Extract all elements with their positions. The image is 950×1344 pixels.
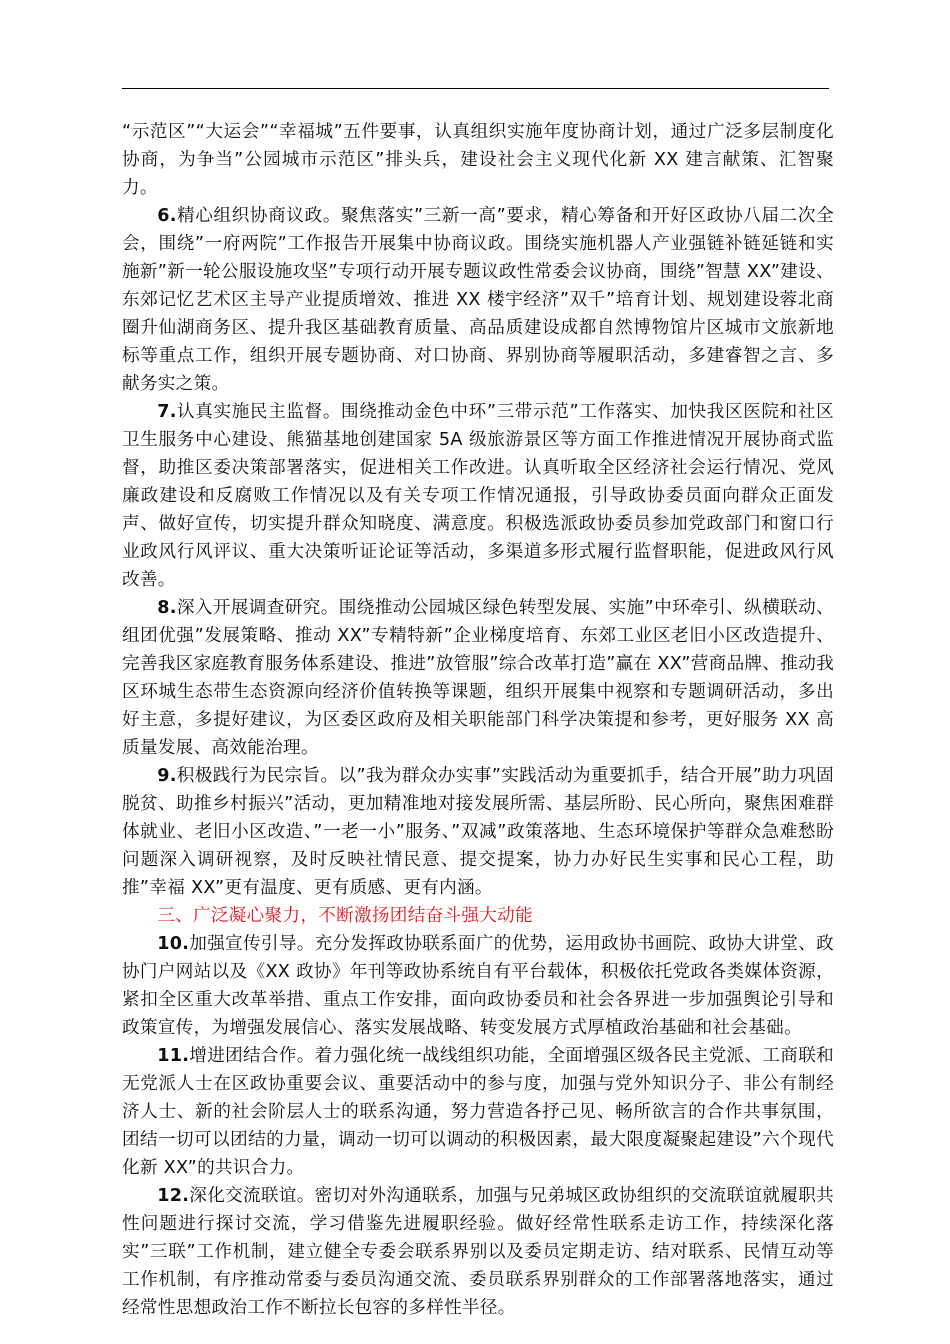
paragraph-continuation: “示范区”“大运会”“幸福城”五件要事，认真组织实施年度协商计划，通过广泛多层制度化协商，为争当”公园城市示范区”排头兵，建设社会主义现代化新 XX 建言献策、汇智聚力。: [122, 122, 834, 198]
item-number: 6.: [157, 206, 177, 226]
paragraph-item-9: [122, 762, 834, 902]
section-heading-3: 三、广泛凝心聚力，不断激扬团结奋斗强大动能: [157, 906, 533, 926]
paragraph-item-11: [122, 1042, 834, 1182]
document-body: [122, 118, 834, 1322]
paragraph-item-10: [122, 930, 834, 1042]
item-text: 精心组织协商议政。聚焦落实”三新一高”要求，精心筹备和开好区政协八届二次全会，围绕”一府两院”工作报告开展集中协商议政。围绕实施机器人产业强链补链延链和实施新”新一轮公服设施攻坚”专项行动开展专题议政性常委会议协商，围绕”智慧 XX”建设、东郊记忆艺术区主导产业提质增效、推进 XX 楼宇经济”双千”培育计划、规划建设蓉北商圈升仙湖商务区、提升我区基础教育质量、高品质建设成都自然博物馆片区城市文旅新地标等重点工作，组织开展专题协商、对口协商、界别协商等履职活动，多建睿智之言、多献务实之策。: [122, 206, 834, 394]
paragraph-item-8: [122, 594, 834, 762]
item-text: 深化交流联谊。密切对外沟通联系，加强与兄弟城区政协组织的交流联谊就履职共性问题进行探讨交流，学习借鉴先进履职经验。做好经常性联系走访工作，持续深化落实”三联”工作机制，建立健全专委会联系界别以及委员定期走访、结对联系、民情互动等工作机制，有序推动常委与委员沟通交流、委员联系界别群众的工作部署落地落实，通过经常性思想政治工作不断拉长包容的多样性半径。: [122, 1186, 834, 1318]
paragraph-item-7: [122, 398, 834, 594]
paragraph-item-12: [122, 1182, 834, 1322]
item-number: 11.: [157, 1046, 190, 1066]
item-text: 深入开展调查研究。围绕推动公园城区绿色转型发展、实施”中环牵引、纵横联动、组团优强”发展策略、推动 XX”专精特新”企业梯度培育、东郊工业区老旧小区改造提升、完善我区家庭教育服务体系建设、推进”放管服”综合改革打造”赢在 XX”营商品牌、推动我区环城生态带生态资源向经济价值转换等课题，组织开展集中视察和专题调研活动，多出好主意，多提好建议，为区委区政府及相关职能部门科学决策提和参考，更好服务 XX 高质量发展、高效能治理。: [122, 598, 834, 758]
item-number: 12.: [157, 1186, 190, 1206]
item-number: 7.: [157, 402, 177, 422]
item-text: 认真实施民主监督。围绕推动金色中环”三带示范”工作落实、加快我区医院和社区卫生服务中心建设、熊猫基地创建国家 5A 级旅游景区等方面工作推进情况开展协商式监督，助推区委决策部署落实，促进相关工作改进。认真听取全区经济社会运行情况、党风廉政建设和反腐败工作情况以及有关专项工作情况通报，引导政协委员面向群众正面发声、做好宣传，切实提升群众知晓度、满意度。积极选派政协委员参加党政部门和窗口行业政风行风评议、重大决策听证论证等活动，多渠道多形式履行监督职能，促进政风行风改善。: [122, 402, 834, 590]
item-number: 9.: [157, 766, 177, 786]
item-number: 10.: [157, 934, 190, 954]
item-text: 增进团结合作。着力强化统一战线组织功能，全面增强区级各民主党派、工商联和无党派人士在区政协重要会议、重要活动中的参与度，加强与党外知识分子、非公有制经济人士、新的社会阶层人士的联系沟通，努力营造各抒己见、畅所欲言的合作共事氛围，团结一切可以团结的力量，调动一切可以调动的积极因素，最大限度凝聚起建设”六个现代化新 XX”的共识合力。: [122, 1046, 834, 1178]
item-number: 8.: [157, 598, 177, 618]
header-rule: [122, 88, 829, 89]
paragraph-item-6: [122, 202, 834, 398]
item-text: 加强宣传引导。充分发挥政协联系面广的优势，运用政协书画院、政协大讲堂、政协门户网站以及《XX 政协》年刊等政协系统自有平台载体，积极依托党政各类媒体资源，紧扣全区重大改革举措、重点工作安排，面向政协委员和社会各界进一步加强舆论引导和政策宣传，为增强发展信心、落实发展战略、转变发展方式厚植政治基础和社会基础。: [122, 934, 834, 1038]
item-text: 积极践行为民宗旨。以”我为群众办实事”实践活动为重要抓手，结合开展”助力巩固脱贫、助推乡村振兴”活动，更加精准地对接发展所需、基层所盼、民心所向，聚焦困难群体就业、老旧小区改造、”一老一小”服务、”双减”政策落地、生态环境保护等群众急难愁盼问题深入调研视察，及时反映社情民意、提交提案，协力办好民生实事和民心工程，助推”幸福 XX”更有温度、更有质感、更有内涵。: [122, 766, 834, 898]
